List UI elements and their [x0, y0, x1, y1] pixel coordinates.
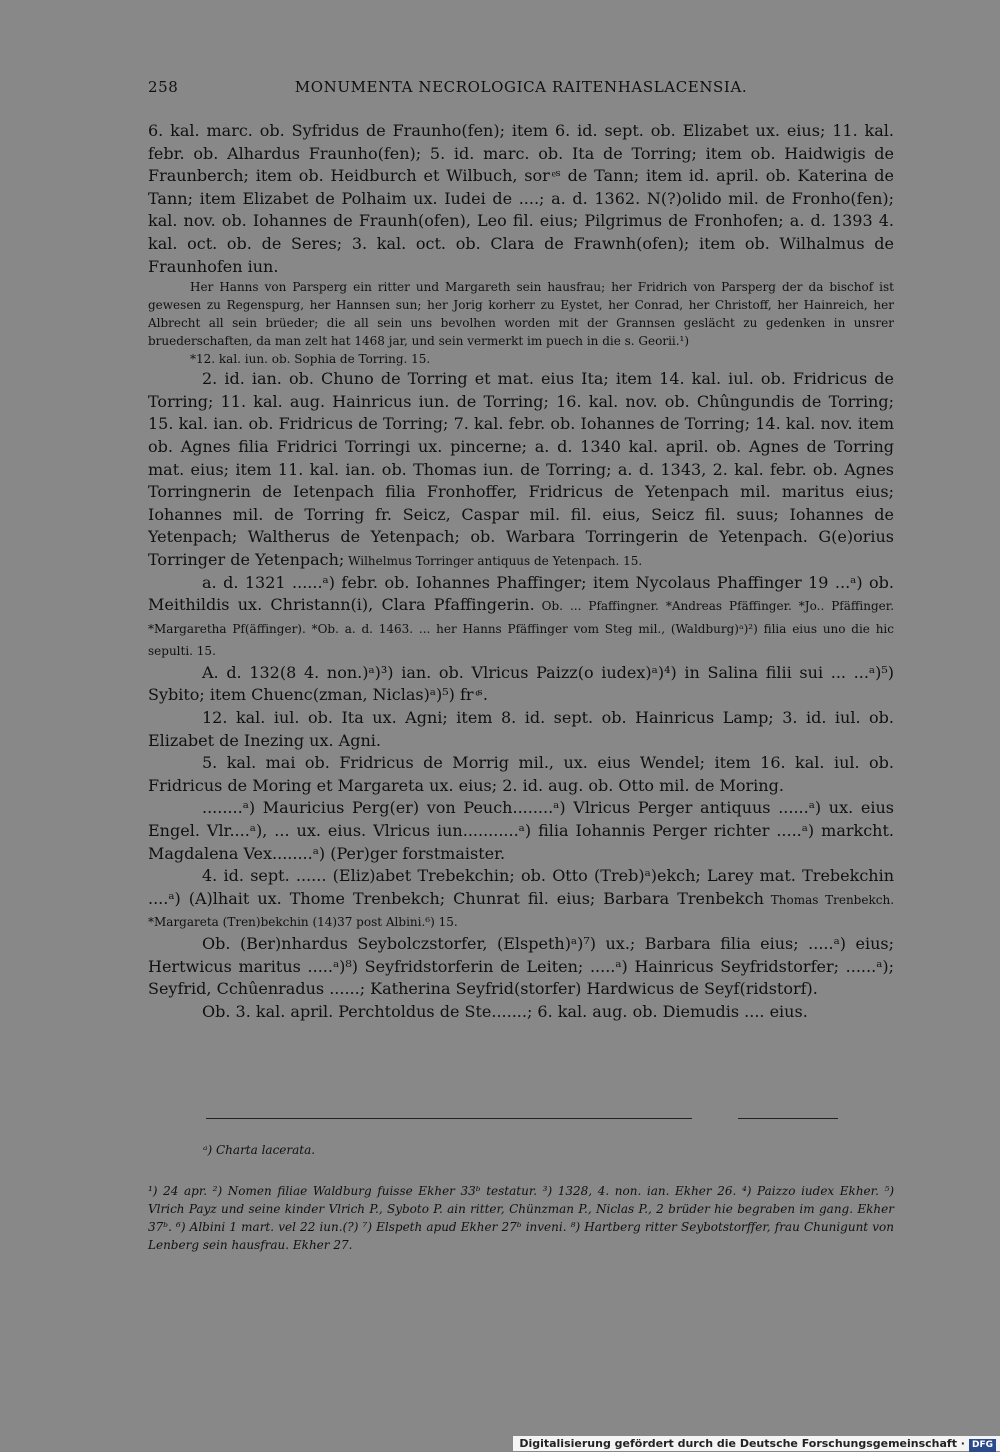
- paragraph-text: a. d. 1321 ......ᵃ) febr. ob. Iohannes Phaffinger; item Nycolaus Phaffinger 19 ...ᵃ) ob. Meithildis ux. Christann(i), Clara Pfaffingerin.: [148, 572, 894, 615]
- paragraph-note: Wilhelmus Torringer antiquus de Yetenpach. 15.: [344, 553, 643, 568]
- paragraph: [148, 278, 894, 350]
- paragraph-text: *12. kal. iun. ob. Sophia de Torring. 15.: [190, 352, 431, 367]
- footnote-divider-end: [738, 1118, 838, 1119]
- footnotes: [148, 1182, 894, 1254]
- paragraph-text: 2. id. ian. ob. Chuno de Torring et mat. eius Ita; item 14. kal. iul. ob. Fridricus de Torring; 11. kal. aug. Hainricus iun. de Torring; 16. kal. nov. ob. Chûngundis de Torring; 15. kal. ian. ob. Fridricus de Torring; 7. kal. febr. ob. Iohannes de Torring; 14. kal. nov. item ob. Agnes filia Fridrici Torringi ux. pincerne; a. d. 1340 kal. april. ob. Agnes de Torring mat. eius; item 11. kal. ian. ob. Thomas iun. de Torring; a. d. 1343, 2. kal. febr. ob. Agnes Torringnerin de Ietenpach filia Fronhoffer, Fridricus de Yetenpach mil. maritus eius; Iohannes mil. de Torring fr. Seicz, Caspar mil. fil. eius, Seicz fil. suus; Iohannes de Yetenpach; Waltherus de Yetenpach; ob. Warbara Torringerin de Yetenpach. G(e)orius Torringer de Yetenpach;: [148, 369, 894, 569]
- paragraph-text: 4. id. sept. ...... (Eliz)abet Trebekchin; ob. Otto (Treb)ᵃ)ekch; Larey mat. Trebekchin ....ᵃ) (A)lhait ux. Thome Trenbekch; Chunrat fil. eius; Barbara Trenbekch: [148, 866, 894, 908]
- paragraph-text: Ob. (Ber)nhardus Seybolczstorfer, (Elspeth)ᵃ)⁷) ux.; Barbara filia eius; .....ᵃ) eius; Hertwicus maritus .....ᵃ)⁸) Seyfridstorferin de Leiten; .....ᵃ) Hainricus Seyfridstorfer; ......ᵃ); Seyfrid, Cchûenradus ......; Katherina Seyfrid(storfer) Hardwicus de Seyf(ridstorf).: [148, 934, 894, 999]
- paragraph: [148, 752, 894, 797]
- paragraph-text: A. d. 132(8 4. non.)ᵃ)³) ian. ob. Vlricus Paizz(o iudex)ᵃ)⁴) in Salina filii sui ... ...ᵃ)⁵) Sybito; item Chuenc(zman, Niclas)ᵃ)⁵) fr ͤˢ.: [148, 662, 894, 705]
- paragraph: [148, 865, 894, 933]
- paragraph: [148, 933, 894, 1001]
- paragraph: [148, 350, 894, 368]
- paragraph: [148, 707, 894, 752]
- dfg-banner: [513, 1436, 1000, 1451]
- paragraph-text: Her Hanns von Parsperg ein ritter und Margareth sein hausfrau; her Fridrich von Parsperg der da bischof ist gewesen zu Regenspurg, her Hannsen sun; her Jorig korherr zu Eystet, her Conrad, her Christoff, her Hainreich, her Albrecht all sein brüeder; die all sein uns bevolhen worden mit der Grannsen geslächt zu gedenken in unsrer bruederschaften, da man zelt hat 1468 jar, und sein vermerkt im puech in die s. Georii.¹): [148, 280, 894, 349]
- paragraph: [148, 572, 894, 662]
- paragraph-text: ........ᵃ) Mauricius Perg(er) von Peuch........ᵃ) Vlricus Perger antiquus ......ᵃ) ux. eius Engel. Vlr....ᵃ), ... ux. eius. Vlricus iun...........ᵃ) filia Iohannis Perger richter .....ᵃ) markcht. Magdalena Vex........ᵃ) (Per)ger forstmaister.: [148, 798, 894, 863]
- paragraph: [148, 662, 894, 707]
- dfg-logo: DFG: [969, 1439, 996, 1452]
- paragraph-note: Ob. ... Pfaffingner. *Andreas Pfäffinger. *Jo.. Pfäffinger. *Margaretha Pf(äffinger). *Ob. a. d. 1463. ... her Hanns Pfäffinger vom Steg mil., (Waldburg)ᵃ)²) filia eius uno die hic sepulti. 15.: [148, 599, 895, 659]
- footnote-lacuna: ᵃ) Charta lacerata.: [203, 1143, 316, 1157]
- main-text: [148, 120, 894, 1023]
- footnote-divider: [206, 1118, 692, 1119]
- banner-text: Digitalisierung gefördert durch die Deutsche Forschungsgemeinschaft ·: [519, 1437, 965, 1450]
- running-title: MONUMENTA NECROLOGICA RAITENHASLACENSIA.: [294, 78, 748, 96]
- page-number: 258: [148, 78, 179, 96]
- paragraph: [148, 1001, 894, 1024]
- paragraph: [148, 797, 894, 865]
- paragraph-text: 5. kal. mai ob. Fridricus de Morrig mil., ux. eius Wendel; item 16. kal. iul. ob. Fridricus de Moring et Margareta ux. eius; 2. id. aug. ob. Otto mil. de Moring.: [148, 753, 894, 795]
- paragraph-text: Ob. 3. kal. april. Perchtoldus de Ste.......; 6. kal. aug. ob. Diemudis .... eius.: [202, 1001, 808, 1021]
- paragraph: [148, 120, 894, 278]
- paragraph-text: 12. kal. iul. ob. Ita ux. Agni; item 8. id. sept. ob. Hainricus Lamp; 3. id. iul. ob. Elizabet de Inezing ux. Agni.: [148, 708, 894, 750]
- paragraph: [148, 368, 894, 571]
- footnotes-text: ¹) 24 apr. ²) Nomen filiae Waldburg fuisse Ekher 33ᵇ testatur. ³) 1328, 4. non. ian. Ekher 26. ⁴) Paizzo iudex Ekher. ⁵) Vlrich Payz und seine kinder Vlrich P., Syboto P. ain ritter, Chünzman P., Niclas P., 2 brüder hie begraben im gang. Ekher 37ᵇ. ⁶) Albini 1 mart. vel 22 iun.(?) ⁷) Elspeth apud Ekher 27ᵇ inveni. ⁸) Hartberg ritter Seybotstorffer, frau Chunigunt von Lenberg sein hausfrau. Ekher 27.: [148, 1184, 894, 1252]
- paragraph-note: Thomas Trenbekch. *Margareta (Tren)bekchin (14)37 post Albini.⁶) 15.: [148, 892, 895, 930]
- paragraph-text: 6. kal. marc. ob. Syfridus de Fraunho(fen); item 6. id. sept. ob. Elizabet ux. eius; 11. kal. febr. ob. Alhardus Fraunho(fen); 5. id. marc. ob. Ita de Torring; item ob. Haidwigis de Fraunberch; item ob. Heidburch et Wilbuch, sor ͤˢ de Tann; item id. april. ob. Katerina de Tann; item Elizabet de Polhaim ux. Iudei de ....; a. d. 1362. N(?)olido mil. de Fronho(fen); kal. nov. ob. Iohannes de Fraunh(ofen), Leo fil. eius; Pilgrimus de Fronhofen; a. d. 1393 4. kal. oct. ob. de Seres; 3. kal. oct. ob. Clara de Frawnh(ofen); item ob. Wilhalmus de Fraunhofen iun.: [148, 121, 894, 276]
